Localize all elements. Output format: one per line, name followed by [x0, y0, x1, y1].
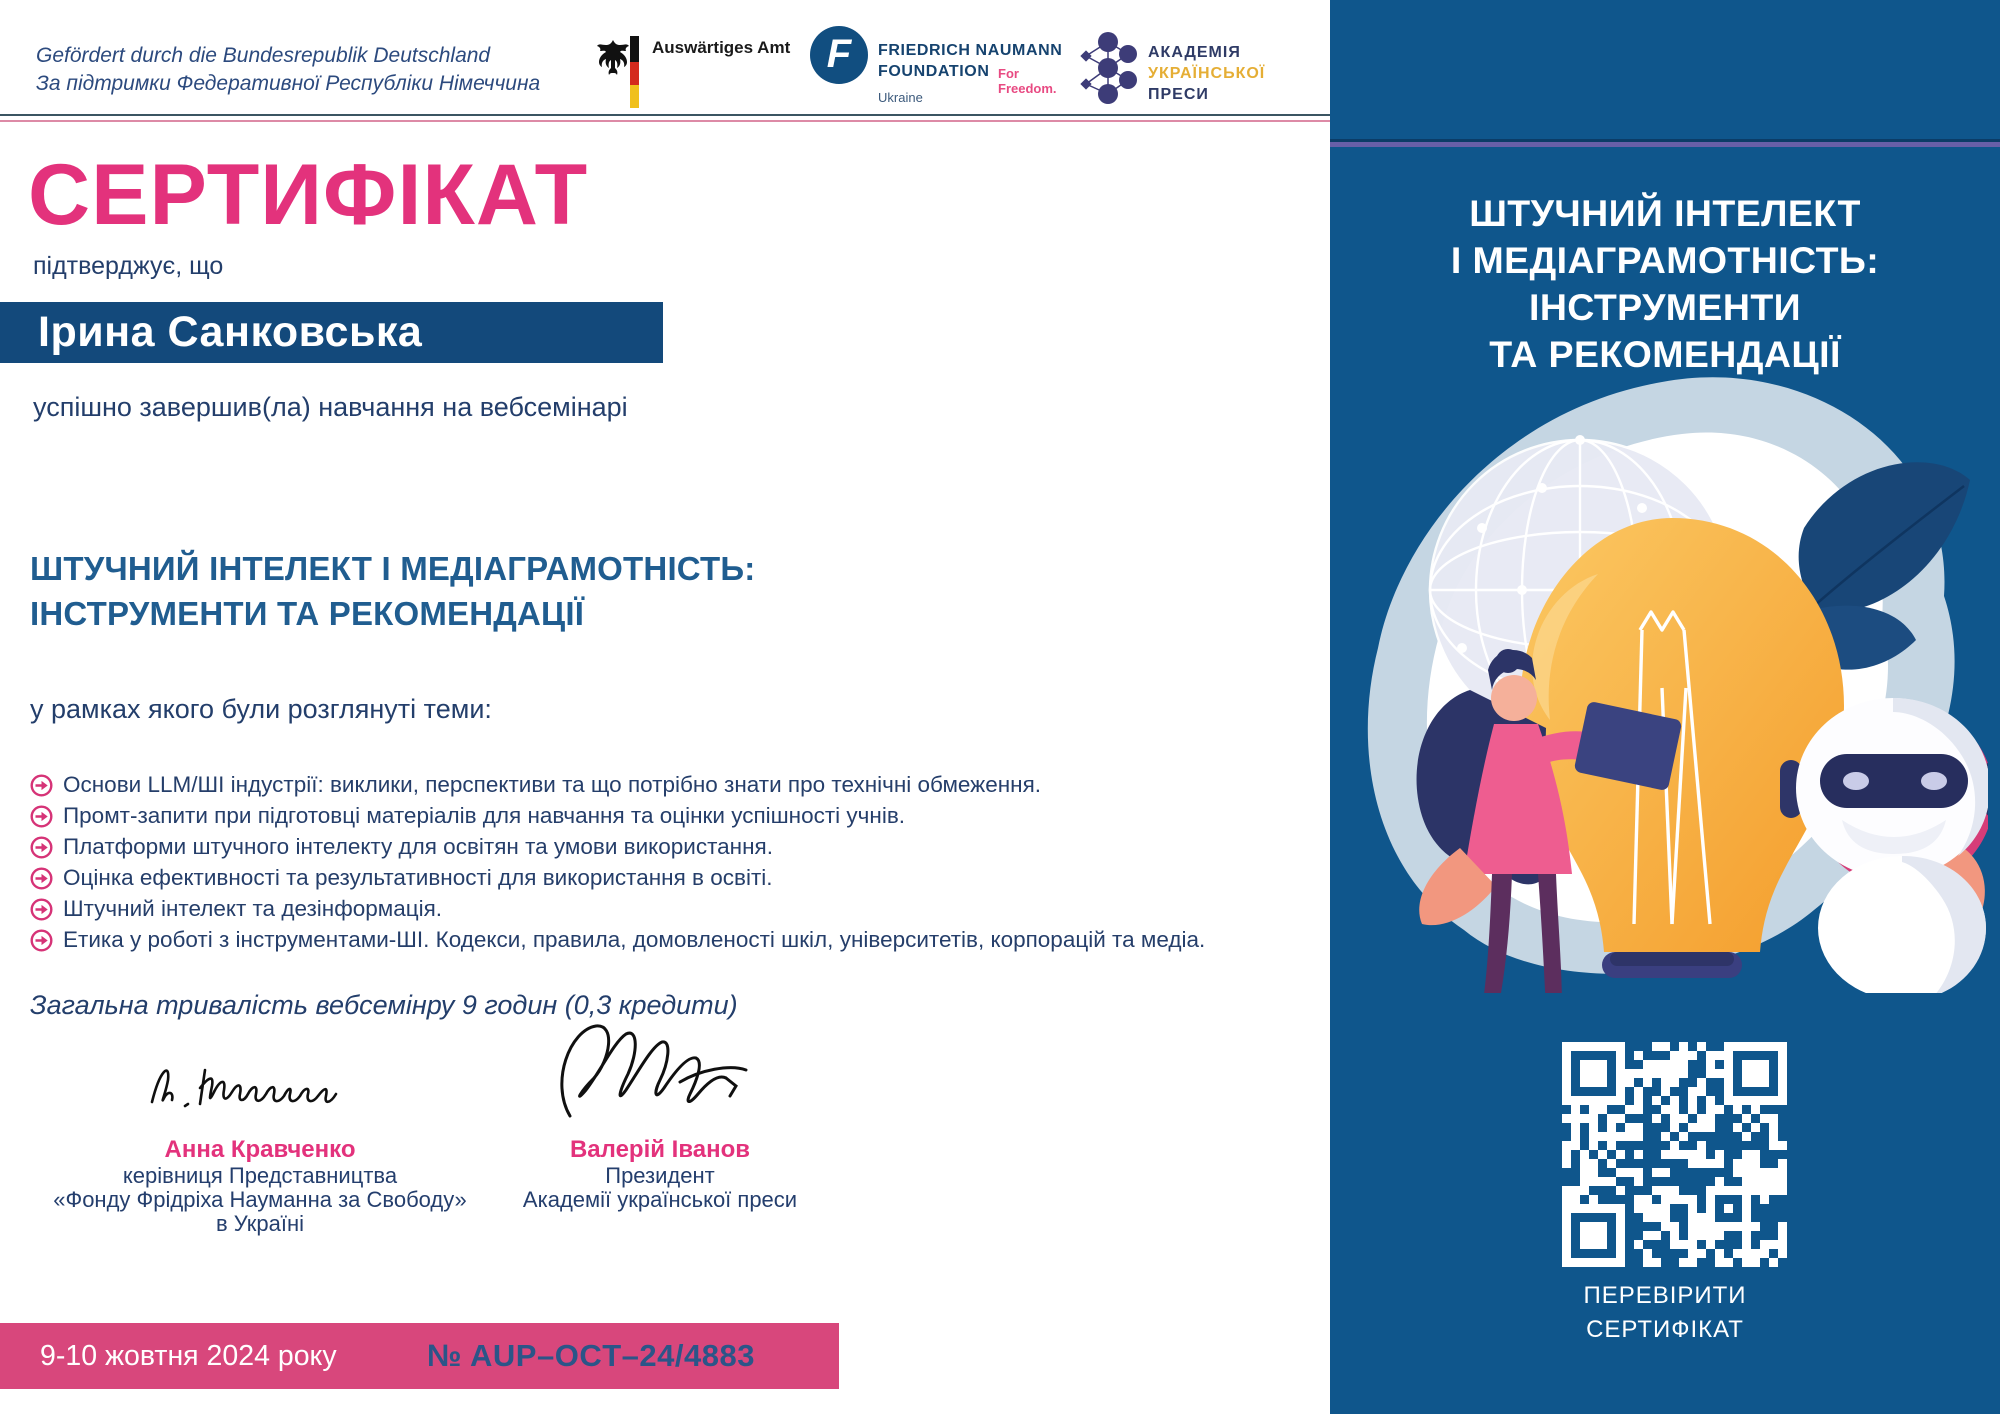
arrow-bullet-icon [30, 867, 53, 890]
arrow-bullet-icon [30, 836, 53, 859]
panel-course-title [1330, 190, 2000, 378]
footer-strip [0, 1323, 839, 1389]
header-divider-pink [0, 120, 1330, 122]
signer-name: Валерій Іванов [569, 1136, 751, 1163]
funding-line-ukrainian: За підтримки Федеративної Республіки Німеччина [36, 72, 541, 95]
funding-line-german: Gefördert durch die Bundesrepublik Deutschland [36, 44, 491, 67]
panel-title-line1: ШТУЧНИЙ ІНТЕЛЕКТ [1469, 192, 1861, 234]
arrow-bullet-icon [30, 929, 53, 952]
friedrich-naumann-logo [810, 24, 1070, 109]
topic-item [30, 927, 1310, 953]
header-divider-dark [0, 114, 1330, 116]
fnf-tagline: For Freedom. [998, 66, 1057, 96]
signer-role: керівниця Представництва [122, 1163, 398, 1188]
topic-text: Штучний інтелект та дезінформація. [63, 896, 443, 921]
completion-text: успішно завершив(ла) навчання на вебсемінарі [33, 392, 628, 422]
duration-text: Загальна тривалість вебсемінру 9 годин (0,3 кредити) [30, 990, 738, 1020]
german-flag-stripe [630, 36, 639, 108]
arrow-bullet-icon [30, 805, 53, 828]
panel-divider-purple [1330, 142, 2000, 147]
signature-kravchenko [130, 1040, 390, 1130]
qr-label-line1: ПЕРЕВІРИТИ [1583, 1282, 1747, 1309]
course-title-line2: ІНСТРУМЕНТИ ТА РЕКОМЕНДАЦІЇ [30, 595, 585, 632]
course-title-line1: ШТУЧНИЙ ІНТЕЛЕКТ І МЕДІАГРАМОТНІСТЬ: [30, 550, 756, 587]
side-panel [1330, 0, 2000, 1414]
qr-label-line2: СЕРТИФІКАТ [1586, 1316, 1744, 1343]
topic-text: Етика у роботі з інструментами-ШІ. Кодекси, правила, домовленості шкіл, університетів, корпорацій та медіа. [63, 927, 1206, 952]
aup-logo [1078, 28, 1318, 114]
topics-list [30, 772, 1310, 958]
german-eagle-icon [596, 38, 630, 78]
certificate-title: СЕРТИФІКАТ [28, 147, 589, 243]
confirm-text: підтверджує, що [33, 252, 224, 280]
aup-network-icon [1078, 30, 1142, 108]
signer-role: Академії української преси [522, 1187, 798, 1212]
fnf-country: Ukraine [878, 90, 923, 105]
topic-text: Оцінка ефективності та результативності для використання в освіті. [63, 865, 773, 890]
aup-name-line3: ПРЕСИ [1148, 86, 1209, 103]
signer-left [50, 1040, 470, 1236]
topics-intro: у рамках якого були розглянуті теми: [30, 694, 492, 724]
ai-illustration [1342, 368, 1988, 993]
topic-item [30, 834, 1310, 860]
aa-logo-label: Auswärtiges Amt [652, 38, 791, 57]
recipient-name-banner [0, 302, 663, 363]
signer-role: Президент [605, 1163, 715, 1188]
aup-name-line2: УКРАЇНСЬКОЇ [1148, 65, 1266, 82]
panel-title-line3: ІНСТРУМЕНТИ [1529, 286, 1801, 328]
signer-role: «Фонду Фрідріха Науманна за Свободу» [53, 1187, 467, 1212]
bulb-base [1602, 952, 1742, 978]
fnf-name-line1: FRIEDRICH NAUMANN [878, 42, 1063, 59]
topic-item [30, 865, 1310, 891]
topic-text: Промт-запити при підготовці матеріалів для навчання та оцінки успішності учнів. [63, 803, 906, 828]
course-title [30, 546, 755, 636]
funding-note [36, 42, 540, 98]
signer-right [450, 1012, 870, 1212]
panel-title-line4: ТА РЕКОМЕНДАЦІЇ [1489, 333, 1841, 375]
fnf-name-line2: FOUNDATION [878, 63, 990, 80]
topic-item [30, 772, 1310, 798]
fnf-monogram-icon: F [810, 26, 868, 84]
arrow-bullet-icon [30, 898, 53, 921]
topic-item [30, 803, 1310, 829]
topic-item [30, 896, 1310, 922]
aup-name-line1: АКАДЕМІЯ [1148, 44, 1241, 61]
qr-code [1562, 1042, 1787, 1267]
recipient-name: Ірина Санковська [38, 308, 423, 356]
event-date: 9-10 жовтня 2024 року [40, 1340, 337, 1372]
signature-ivanov [530, 1012, 790, 1130]
panel-title-line2: І МЕДІАГРАМОТНІСТЬ: [1450, 239, 1880, 281]
topic-text: Основи LLM/ШІ індустрії: виклики, перспективи та що потрібно знати про технічні обмеження. [63, 772, 1042, 797]
certificate-number: № AUP–OCT–24/4883 [427, 1338, 755, 1373]
arrow-bullet-icon [30, 774, 53, 797]
signer-name: Анна Кравченко [164, 1136, 356, 1163]
signer-role: в Україні [215, 1211, 305, 1236]
topic-text: Платформи штучного інтелекту для освітян та умови використання. [63, 834, 773, 859]
